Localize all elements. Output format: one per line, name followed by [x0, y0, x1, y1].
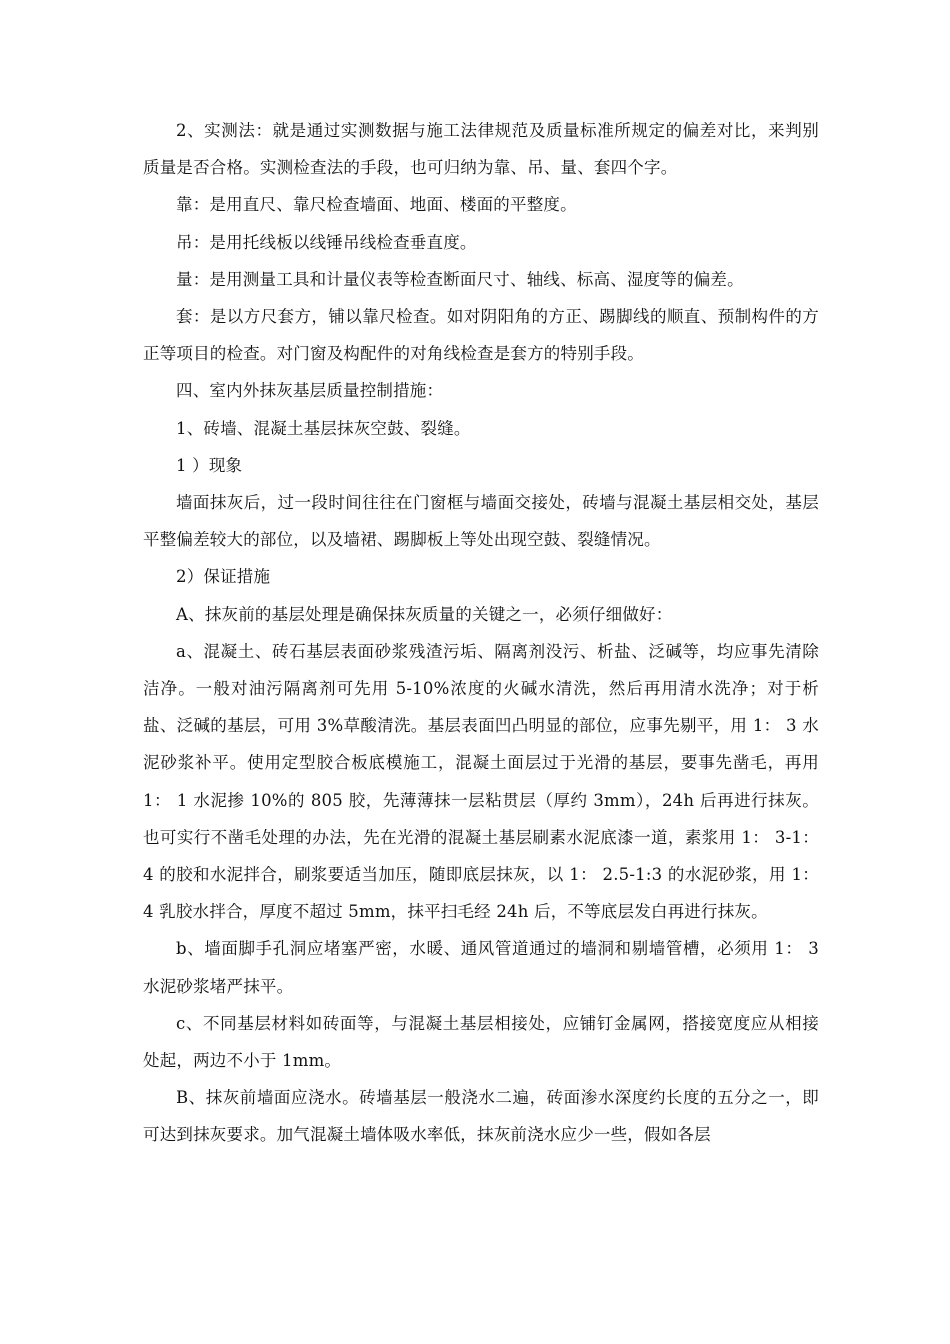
section-heading-plaster-control: 四、室内外抹灰基层质量控制措施： — [176, 381, 444, 401]
paragraph-diao: 吊：是用托线板以线锤吊线检查垂直度。 — [176, 232, 477, 252]
subheading-phenomenon: 1 ）现象 — [176, 455, 243, 475]
document-body — [143, 112, 819, 1154]
subheading-hollowing-cracks: 1、砖墙、混凝土基层抹灰空鼓、裂缝。 — [176, 418, 471, 438]
paragraph-measure-a: A、抹灰前的基层处理是确保抹灰质量的关键之一，必须仔细做好： — [176, 604, 673, 624]
paragraph-measure-a-item-a: a、混凝土、砖石基层表面砂浆残渣污垢、隔离剂没污、析盐、泛碱等，均应事先清除洁净。一般对油污隔离剂可先用 5-10%浓度的火碱水清洗，然后再用清水洗净；对于析盐、泛碱的基层，可用 3%草酸清洗。基层表面凹凸明显的部位，应事先剔平，用 1： 3 水泥砂浆补平。使用定型胶合板底模施工，混凝土面层过于光滑的基层，要事先凿毛，再用 1： 1 水泥掺 10%的 805 胶，先薄薄抹一层粘贯层（厚约 3mm），24h 后再进行抹灰。也可实行不凿毛处理的办法，先在光滑的混凝土基层刷素水泥底漆一道，素浆用 1： 3-1： 4 的胶和水泥拌合，刷浆要适当加压，随即底层抹灰，以 1： 2.5-1:3 的水泥砂浆，用 1： 4 乳胶水拌合，厚度不超过 5mm，抹平扫毛经 24h 后，不等底层发白再进行抹灰。 — [143, 641, 819, 922]
paragraph-liang: 量：是用测量工具和计量仪表等检查断面尺寸、轴线、标高、湿度等的偏差。 — [176, 269, 744, 289]
paragraph-phenomenon-description: 墙面抹灰后，过一段时间往往在门窗框与墙面交接处，砖墙与混凝土基层相交处，基层平整偏差较大的部位，以及墙裙、踢脚板上等处出现空鼓、裂缝情况。 — [143, 493, 819, 550]
paragraph-measure-a-item-c: c、不同基层材料如砖面等，与混凝土基层相接处，应铺钉金属网，搭接宽度应从相接处起，两边不小于 1mm。 — [143, 1013, 819, 1071]
paragraph-kao: 靠：是用直尺、靠尺检查墙面、地面、楼面的平整度。 — [176, 195, 577, 215]
paragraph-measure-b: B、抹灰前墙面应浇水。砖墙基层一般浇水二遍，砖面渗水深度约长度的五分之一，即可达到抹灰要求。加气混凝土墙体吸水率低，抹灰前浇水应少一些，假如各层 — [143, 1088, 819, 1145]
paragraph-tao: 套：是以方尺套方，铺以靠尺检查。如对阴阳角的方正、踢脚线的顺直、预制构件的方正等项目的检查。对门窗及构配件的对角线检查是套方的特别手段。 — [143, 307, 819, 364]
paragraph-measurement-method: 2、实测法：就是通过实测数据与施工法律规范及质量标准所规定的偏差对比，来判别质量是否合格。实测检查法的手段，也可归纳为靠、吊、量、套四个字。 — [143, 121, 819, 178]
paragraph-measure-a-item-b: b、墙面脚手孔洞应堵塞严密，水暖、通风管道通过的墙洞和剔墙管槽，必须用 1： 3 水泥砂浆堵严抹平。 — [143, 939, 819, 996]
subheading-measures: 2）保证措施 — [176, 567, 271, 587]
